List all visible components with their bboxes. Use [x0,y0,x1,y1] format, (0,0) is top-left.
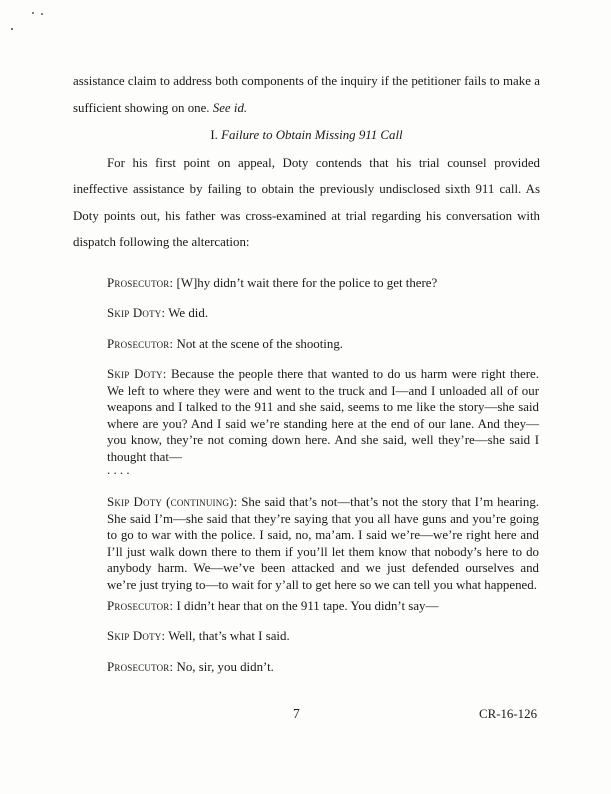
citation: See id. [212,100,248,115]
transcript-entry [107,366,539,465]
speaker-name: Skip Doty: [107,367,167,381]
testimony-text: Because the people there that wanted to do us harm were right there. We left to where they were and went to the truck and I—and I unloaded all of our weapons and I talked to the 911 and she said, seems to me like the story—she said where are you? And I said we’re standing here at the end of our lane. And they—you know, they’re not coming down here. And she said, well they’re—she said I thought that— [107,367,539,464]
transcript-entry [107,336,539,353]
scan-speck [11,28,13,30]
paragraph-body: For his first point on appeal, Doty contends that his trial counsel provided ineffective assistance by failing to obtain the previously undisclosed sixth 911 call. As Doty points out, his father was cross-examined at trial regarding his conversation with dispatch following the altercation: [73,155,540,249]
testimony-text: Not at the scene of the shooting. [176,337,343,351]
document-body [73,68,540,256]
transcript-entry [107,659,539,676]
testimony-text: Well, that’s what I said. [168,629,290,643]
transcript-entry [107,275,539,292]
transcript-entry [107,628,539,645]
speaker-name: Prosecutor: [107,337,174,351]
section-heading [73,122,540,149]
speaker-name: Skip Doty: [107,306,166,320]
speaker-name: Skip Doty: [107,629,166,643]
transcript-ellipsis [107,462,539,479]
scan-specks [8,6,48,46]
transcript-entry [107,598,539,615]
testimony-text: I didn’t hear that on the 911 tape. You didn’t say— [176,599,439,613]
scan-speck [41,13,43,15]
section-title: Failure to Obtain Missing 911 Call [221,128,403,142]
case-number: CR-16-126 [479,707,538,721]
speaker-name: Prosecutor: [107,276,174,290]
testimony-text: She said that’s not—that’s not the story that I’m hearing. She said I’m—she said that they’re saying that you all have guns and you’re going to go to war with the police. I said, no, ma’am. I said we’re—we’re right here and I’ll just walk down there to them if you’ll let them know that nobody’s here to do anybody harm. We—we’ve been attacked and we just defended ourselves and we’re just trying to—to wait for y’all to get here so we can tell you what happened. [107,495,539,592]
testimony-text: No, sir, you didn’t. [176,660,274,674]
transcript-entry [107,494,539,593]
page-number: 7 [293,706,300,721]
ellipsis-text: . . . . [107,463,130,477]
transcript-entry [107,305,539,322]
paragraph-text: assistance claim to address both components of the inquiry if the petitioner fails to make a sufficient showing on one. [73,74,540,115]
testimony-text: We did. [168,306,209,320]
scan-speck [32,12,34,14]
testimony-text: [W]hy didn’t wait there for the police to get there? [176,276,438,290]
paragraph-continuation [73,68,540,121]
speaker-name: Skip Doty (continuing): [107,495,238,509]
section-number: I. [210,128,218,142]
speaker-name: Prosecutor: [107,660,174,674]
speaker-name: Prosecutor: [107,599,174,613]
